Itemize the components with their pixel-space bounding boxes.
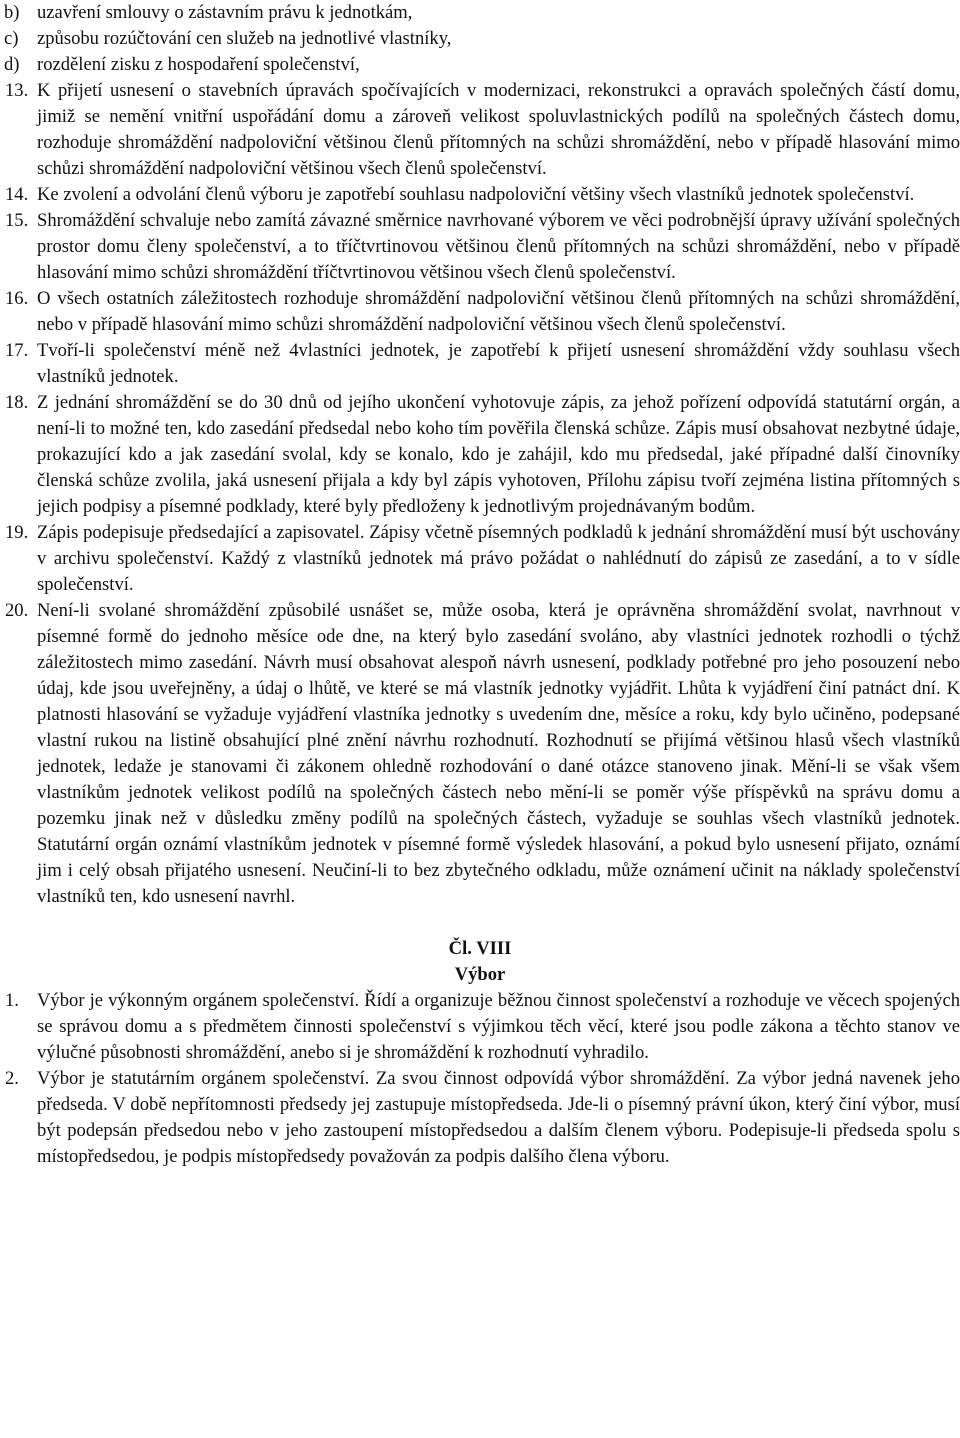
list-item (0, 988, 960, 1066)
list-item (0, 390, 960, 520)
item-number: 16. (5, 288, 29, 309)
item-text: K přijetí usnesení o stavebních úpravách spočívajících v modernizaci, rekonstrukci a opravách společných částí domu, jimiž se nemění vnitřní uspořádání domu a zároveň velikost spoluvlastnických podílů na společných částech domu, rozhoduje shromáždění nadpoloviční většinou členů přítomných na schůzi shromáždění, nebo v případě hlasování mimo schůzi shromáždění nadpoloviční většinou všech členů společenství. (37, 80, 960, 179)
item-text: Není-li svolané shromáždění způsobilé usnášet se, může osoba, která je oprávněna shromáždění svolat, navrhnout v písemné formě do jednoho měsíce ode dne, na který bylo zasedání svoláno, aby vlastníci jednotek rozhodli o týchž záležitostech mimo zasedání. Návrh musí obsahovat alespoň návrh usnesení, podklady potřebné pro jeho posouzení nebo údaj, kde jsou uveřejněny, a údaj o lhůtě, ve které se má vlastník jednotky vyjádřit. Lhůta k vyjádření činí patnáct dní. K platnosti hlasování se vyžaduje vyjádření vlastníka jednotky s uvedením dne, měsíce a roku, kdy bylo učiněno, podepsané vlastní rukou na listině obsahující plné znění návrhu rozhodnutí. Rozhodnutí se přijímá většinou hlasů všech vlastníků jednotek, ledaže je stanovami či zákonem ohledně rozhodování o dané otázce stanoveno jinak. Mění-li se však všem vlastníkům jednotek velikost podílů na společných částech nebo mění-li se poměr výše příspěvků na správu domu a pozemku jinak než v důsledku změny podílů na společných částech, vyžaduje se souhlas všech vlastníků jednotek. Statutární orgán oznámí vlastníkům jednotek v písemné formě výsledek hlasování, a pokud bylo usnesení přijato, oznámí jim i celý obsah přijatého usnesení. Neučiní-li to bez zbytečného odkladu, může oznámení učinit na náklady společenství vlastníků ten, kdo usnesení navrhl. (37, 600, 960, 907)
item-text: Tvoří-li společenství méně než 4vlastníci jednotek, je zapotřebí k přijetí usnesení shromáždění vždy souhlasu všech vlastníků jednotek. (37, 340, 960, 387)
item-text: Výbor je statutárním orgánem společenství. Za svou činnost odpovídá výbor shromáždění. Za výbor jedná navenek jeho předseda. V době nepřítomnosti předsedy jej zastupuje místopředseda. Jde-li o písemný právní úkon, který činí výbor, musí být podepsán předsedou nebo v jeho zastoupení místopředsedou a dalším členem výboru. Podepisuje-li předseda spolu s místopředsedou, je podpis místopředsedy považován za podpis dalšího člena výboru. (37, 1068, 960, 1167)
list-item (0, 208, 960, 286)
item-number: 18. (5, 392, 29, 413)
list-item (0, 26, 960, 52)
item-number: b) (4, 2, 20, 23)
item-number: 2. (5, 1068, 19, 1089)
item-text: Ke zvolení a odvolání členů výboru je zapotřebí souhlasu nadpoloviční většiny všech vlastníků jednotek společenství. (37, 184, 915, 205)
item-text: Výbor je výkonným orgánem společenství. Řídí a organizuje běžnou činnost společenství a rozhoduje ve věcech spojených se správou domu a s předmětem činnosti společenství s výjimkou těch věcí, které jsou podle zákona a těchto stanov ve výlučné působnosti shromáždění, anebo si je shromáždění k rozhodnutí vyhradilo. (37, 990, 960, 1063)
item-text: způsobu rozúčtování cen služeb na jednotlivé vlastníky, (37, 28, 452, 49)
item-text: O všech ostatních záležitostech rozhoduje shromáždění nadpoloviční většinou členů přítomných na schůzi shromáždění, nebo v případě hlasování mimo schůzi shromáždění nadpoloviční většinou všech členů společenství. (37, 288, 960, 335)
list-item (0, 338, 960, 390)
list-item (0, 286, 960, 338)
item-number: 20. (5, 600, 29, 621)
item-text: uzavření smlouvy o zástavním právu k jednotkám, (37, 2, 413, 23)
section-heading: Čl. VIII (448, 938, 512, 959)
list-item (0, 1066, 960, 1170)
spacer (0, 910, 960, 936)
item-number: 13. (5, 80, 29, 101)
list-item (0, 52, 960, 78)
item-text: Z jednání shromáždění se do 30 dnů od jejího ukončení vyhotovuje zápis, za jehož pořízení odpovídá statutární orgán, a není-li to možné ten, kdo zasedání předsedal nebo koho tím pověřila členská schůze. Zápis musí obsahovat nezbytné údaje, prokazující kdo a jak zasedání svolal, kdy se konalo, kdo je zahájil, kdo mu předsedal, jaké případné další činovníky členská schůze zvolila, jaká usnesení přijala a kdy byl zápis vyhotoven, Přílohu zápisu tvoří zejména listina přítomných s jejich podpisy a písemné podklady, které byly předloženy k jednotlivým projednávaným bodům. (37, 392, 960, 517)
item-number: c) (4, 28, 19, 49)
item-number: d) (4, 54, 20, 75)
item-number: 17. (5, 340, 29, 361)
list-item (0, 0, 960, 26)
item-text: Zápis podepisuje předsedající a zapisovatel. Zápisy včetně písemných podkladů k jednání shromáždění musí být uschovány v archivu společenství. Každý z vlastníků jednotek má právo požádat o nahlédnutí do zápisů ze zasedání, a to v sídle společenství. (37, 522, 960, 595)
item-number: 1. (5, 990, 19, 1011)
list-item (0, 598, 960, 910)
list-item (0, 182, 960, 208)
item-number: 14. (5, 184, 29, 205)
item-number: 15. (5, 210, 29, 231)
item-text: rozdělení zisku z hospodaření společenství, (37, 54, 360, 75)
section-subheading: Výbor (454, 964, 506, 985)
item-number: 19. (5, 522, 29, 543)
item-text: Shromáždění schvaluje nebo zamítá závazné směrnice navrhované výborem ve věci podrobnější úpravy užívání společných prostor domu členy společenství, a to tříčtvrtinovou většinou členů přítomných na schůzi shromáždění, nebo v případě hlasování mimo schůzi shromáždění tříčtvrtinovou většinou všech členů společenství. (37, 210, 960, 283)
list-item (0, 520, 960, 598)
list-item (0, 78, 960, 182)
